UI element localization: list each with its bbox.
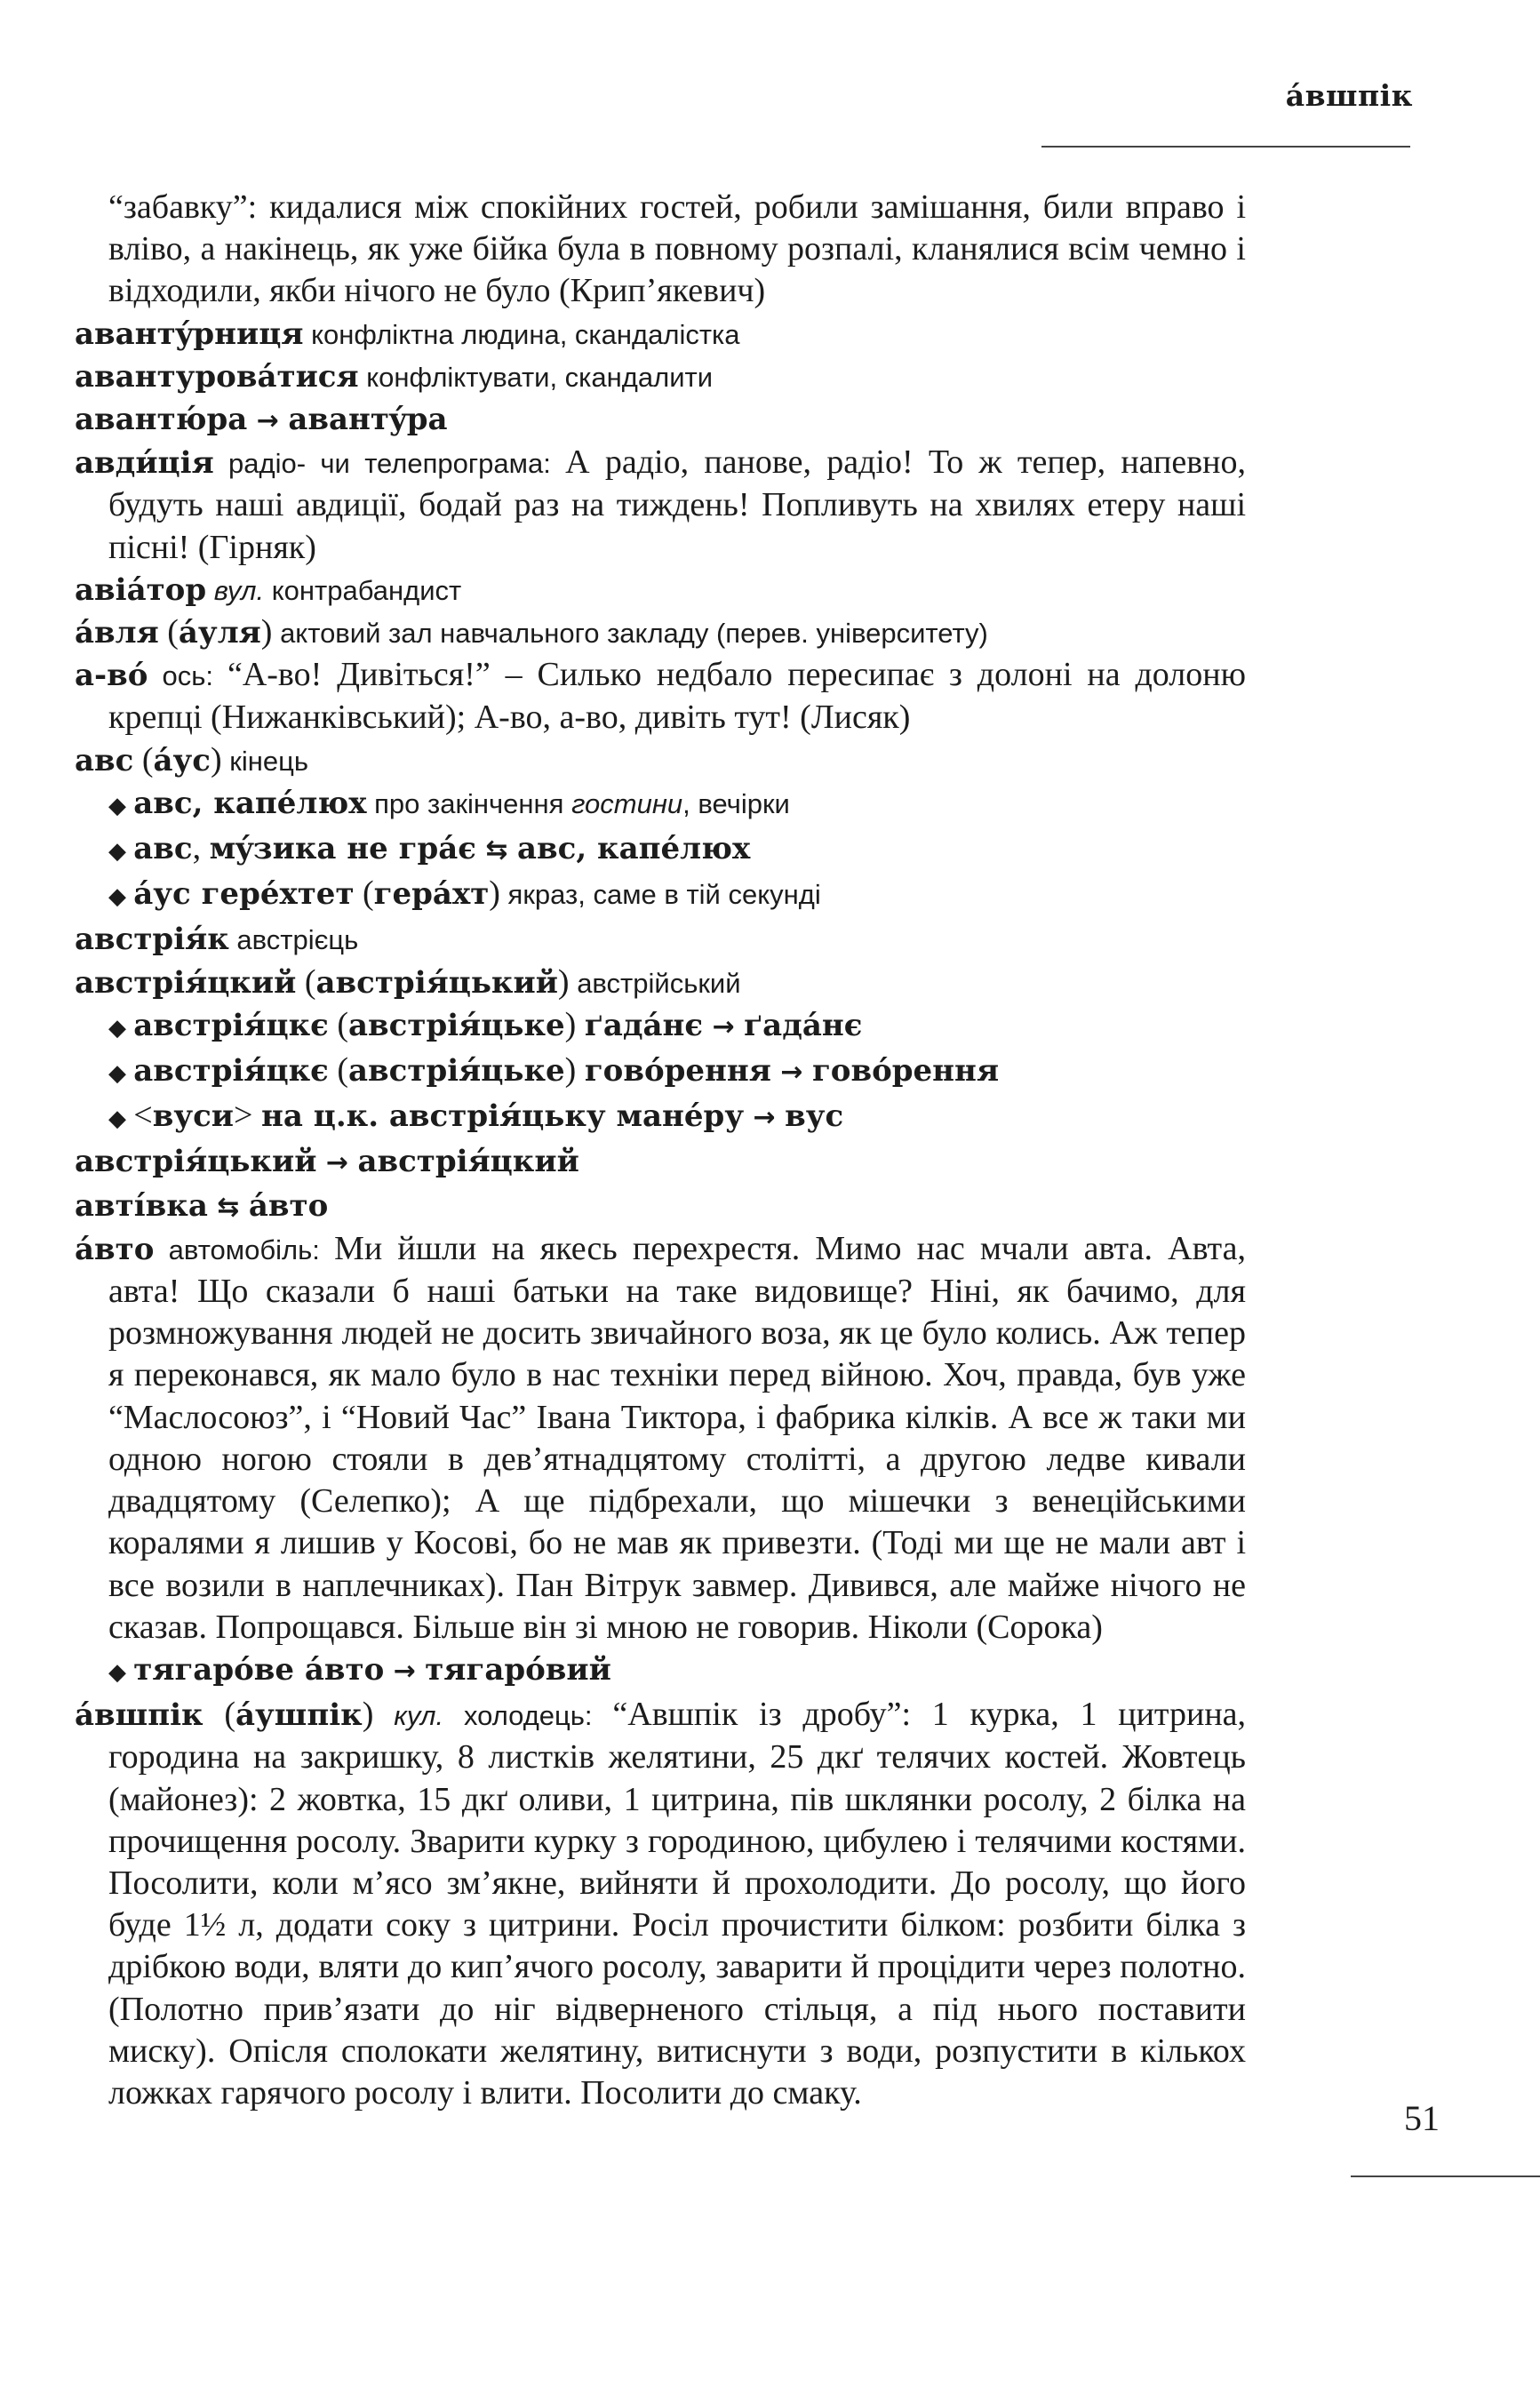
headword: авантуровáтися: [75, 358, 359, 395]
definition: контрабандист: [264, 574, 462, 606]
usage-label: гостини: [571, 787, 683, 819]
definition: актовий зал навчального закладу (перев. університету): [272, 618, 988, 650]
definition: австрійський: [569, 967, 741, 999]
example-text: (: [133, 740, 154, 778]
example-text: ): [557, 962, 570, 1001]
headword: áвто: [75, 1231, 155, 1267]
example-text: (: [203, 1696, 235, 1734]
headword: австрія́цьке: [348, 1053, 565, 1090]
example-text: ): [564, 1005, 585, 1043]
headword: австрія́цкє: [133, 1053, 329, 1090]
headword: вуси: [152, 1098, 235, 1135]
dictionary-entry: [75, 442, 1246, 569]
definition: конфліктувати, скандалити: [358, 361, 714, 393]
definition: , вечірки: [682, 787, 790, 819]
definition: автомобіль:: [154, 1233, 335, 1265]
idiom-line: [75, 827, 1246, 873]
running-head: áвшпік: [1285, 78, 1413, 113]
diamond-icon: ◆: [108, 838, 134, 866]
diamond-icon: ◆: [108, 1106, 134, 1133]
idiom-line: [75, 1004, 1246, 1050]
arrow-icon: →: [703, 1010, 745, 1042]
diamond-icon: ◆: [108, 1060, 134, 1088]
dictionary-entry: [75, 739, 1246, 782]
dictionary-entry: [75, 962, 1246, 1004]
headword: áушпік: [235, 1697, 363, 1734]
page-number: 51: [1404, 2098, 1440, 2138]
headword: австрія́цьке: [348, 1007, 565, 1043]
definition: ось:: [148, 660, 227, 692]
dictionary-entry: [75, 569, 1246, 611]
idiom-line: [75, 782, 1246, 827]
dictionary-entry: [75, 1140, 1246, 1184]
idiom-line: [75, 1050, 1246, 1095]
headword: авантю́ра: [75, 402, 248, 438]
headword: ґадáнє: [744, 1007, 863, 1043]
headword: авс, капéлюх: [133, 785, 367, 821]
example-text: (: [354, 874, 374, 913]
dictionary-entry: [75, 398, 1246, 442]
dictionary-entry: [75, 1694, 1246, 2114]
arrow-icon: →: [744, 1102, 786, 1134]
diamond-icon: ◆: [108, 1658, 134, 1686]
arrow-icon: →: [316, 1147, 358, 1179]
headword: австрія́к: [75, 922, 229, 958]
headword: австрія́цкє: [133, 1007, 329, 1043]
headword: áвшпік: [75, 1697, 203, 1734]
arrow-icon: →: [770, 1057, 812, 1089]
dictionary-entry: [75, 313, 1246, 355]
headword: авс: [133, 831, 193, 867]
example-text: “забавку”: кидалися між спокійних гостей, робили замішання, били вправо і вліво, а накінець, як уже бійка була в повному розпалі, кланялися всім чемно і відходили, якби нічого не було (Крип’якевич): [108, 188, 1246, 310]
headword: говóрення: [584, 1053, 771, 1090]
headword: тягарóвий: [425, 1651, 611, 1688]
usage-label: кул.: [373, 1700, 444, 1732]
headword: герáхт: [373, 876, 490, 913]
example-text: А радіо, панове, радіо! То ж тепер, напевно, будуть наші авдиції, бодай раз на тиждень! Попливуть на хвилях етеру наші пісні! (Гірняк): [108, 443, 1246, 566]
headword: говóрення: [811, 1053, 1000, 1090]
header-rule: [1041, 146, 1410, 148]
example-text: “Авшпік із дробу”: 1 курка, 1 цитрина, городина на закришку, 8 листків желятини, 25 дкґ телячих костей. Жовтець (майонез): 2 жовтка, 15 дкґ оливи, 1 цитрина, пів шклянки росолу, 2 білка на прочищення росолу. Зварити курку з городиною, цибулею і телячими костями. Посолити, коли м’ясо зм’якне, вийняти й прохолодити. До росолу, що його буде 1½ л, додати соку з цитрини. Росіл прочистити білком: розбити білка з дрібкою води, вляти до кип’ячого росолу, заварити й процідити через полотно. (Полотно прив’язати до ніг відверненого стільця, а під нього поставити миску). Опісля сполокати желятину, витиснути з води, розпустити в кількох ложках гарячого росолу і влити. Посолити до смаку.: [108, 1696, 1247, 2112]
definition: якраз, саме в тій секунді: [499, 879, 821, 911]
example-text: <: [133, 1097, 153, 1135]
diamond-icon: ◆: [108, 883, 134, 911]
example-text: ): [362, 1696, 374, 1734]
example-text: (: [158, 613, 179, 651]
headword: авди́ція: [75, 445, 214, 482]
idiom-line: [75, 873, 1246, 918]
definition: австрієць: [228, 924, 359, 956]
headword: тягарóве áвто: [133, 1651, 385, 1688]
example-text: ): [489, 874, 500, 913]
definition: радіо- чи телепрограма:: [213, 448, 566, 480]
dictionary-entry: [75, 1228, 1246, 1649]
headword: ґадáнє: [584, 1007, 704, 1043]
idiom-line: [75, 1095, 1246, 1140]
headword: австрія́цкий: [357, 1144, 579, 1180]
headword: вус: [785, 1098, 844, 1135]
definition: кінець: [221, 745, 309, 777]
headword: авіáтор: [75, 571, 207, 608]
headword: áус: [153, 742, 211, 778]
headword: авс: [75, 742, 134, 778]
definition: про закінчення: [366, 787, 572, 819]
headword: на ц.к. австрія́цьку манéру: [260, 1098, 745, 1135]
headword: áвля: [75, 615, 159, 651]
dictionary-entry: [75, 1185, 1246, 1228]
example-text: ,: [192, 829, 210, 867]
entry-continuation: [75, 187, 1246, 313]
page-number-rule: [1351, 2175, 1540, 2177]
definition: холодець:: [443, 1700, 613, 1732]
definition: конфліктна людина, скандалістка: [303, 318, 740, 350]
headword: áвто: [248, 1187, 329, 1224]
example-text: ): [564, 1051, 585, 1090]
example-text: ): [211, 740, 222, 778]
headword: австрія́цький: [315, 964, 558, 1001]
idiom-line: [75, 1649, 1246, 1694]
headword: авс, капéлюх: [516, 831, 751, 867]
arrow-icon: →: [247, 405, 289, 437]
headword: авантýрниця: [75, 315, 304, 352]
headword: áуля: [178, 615, 261, 651]
headword: а-вó: [75, 658, 148, 694]
example-text: “А-во! Дивіться!” – Силько недбало пересипає з долоні на долоню крепці (Нижанківський); А-во, а-во, дивіть тут! (Лисяк): [108, 656, 1246, 737]
dictionary-entry: [75, 355, 1246, 398]
example-text: Ми йшли на якесь перехрестя. Мимо нас мчали авта. Авта, авта! Що сказали б наші батьки на таке видовище? Ніні, як бачимо, для розмножування людей не досить звичайного воза, як це було колись. Аж тепер я переконався, як мало було в нас техніки перед війною. Хоч, правда, був уже “Маслосоюз”, і “Новий Час” Івана Тиктора, і фабрика кілків. А все ж таки ми одною ногою стояли в дев’ятнадцятому столітті, а другою ледве кивали двадцятому (Селепко); А ще підбрехали, що мішечки з венеційськими коралями я лишив у Косові, бо не мав як привезти. (Тоді ми ще не мали авт і все возили в наплечниках). Пан Вітрук завмер. Дивився, але майже нічого не сказав. Попрощався. Більше він зі мною не говорив. Ніколи (Сорока): [108, 1229, 1246, 1646]
headword: австрія́цький: [75, 1144, 317, 1180]
headword: австрія́цкий: [75, 964, 297, 1001]
headword: автíвка: [75, 1187, 208, 1224]
diamond-icon: ◆: [108, 792, 134, 819]
example-text: (: [328, 1005, 349, 1043]
dictionary-entry: [75, 654, 1246, 738]
usage-label: вул.: [206, 574, 265, 606]
headword: áус герéхтет: [133, 876, 355, 913]
example-text: >: [234, 1097, 261, 1135]
arrow-icon: →: [384, 1655, 426, 1687]
headword: авантýра: [288, 402, 448, 438]
arrow-icon: ⇆: [475, 834, 517, 866]
dictionary-entry: [75, 918, 1246, 961]
example-text: (: [328, 1051, 349, 1090]
example-text: ): [260, 613, 273, 651]
dictionary-entry: [75, 611, 1246, 654]
headword: мýзика не грáє: [209, 831, 476, 867]
example-text: (: [296, 962, 316, 1001]
dictionary-column: [75, 187, 1246, 2114]
arrow-icon: ⇆: [207, 1191, 249, 1223]
diamond-icon: ◆: [108, 1014, 134, 1042]
